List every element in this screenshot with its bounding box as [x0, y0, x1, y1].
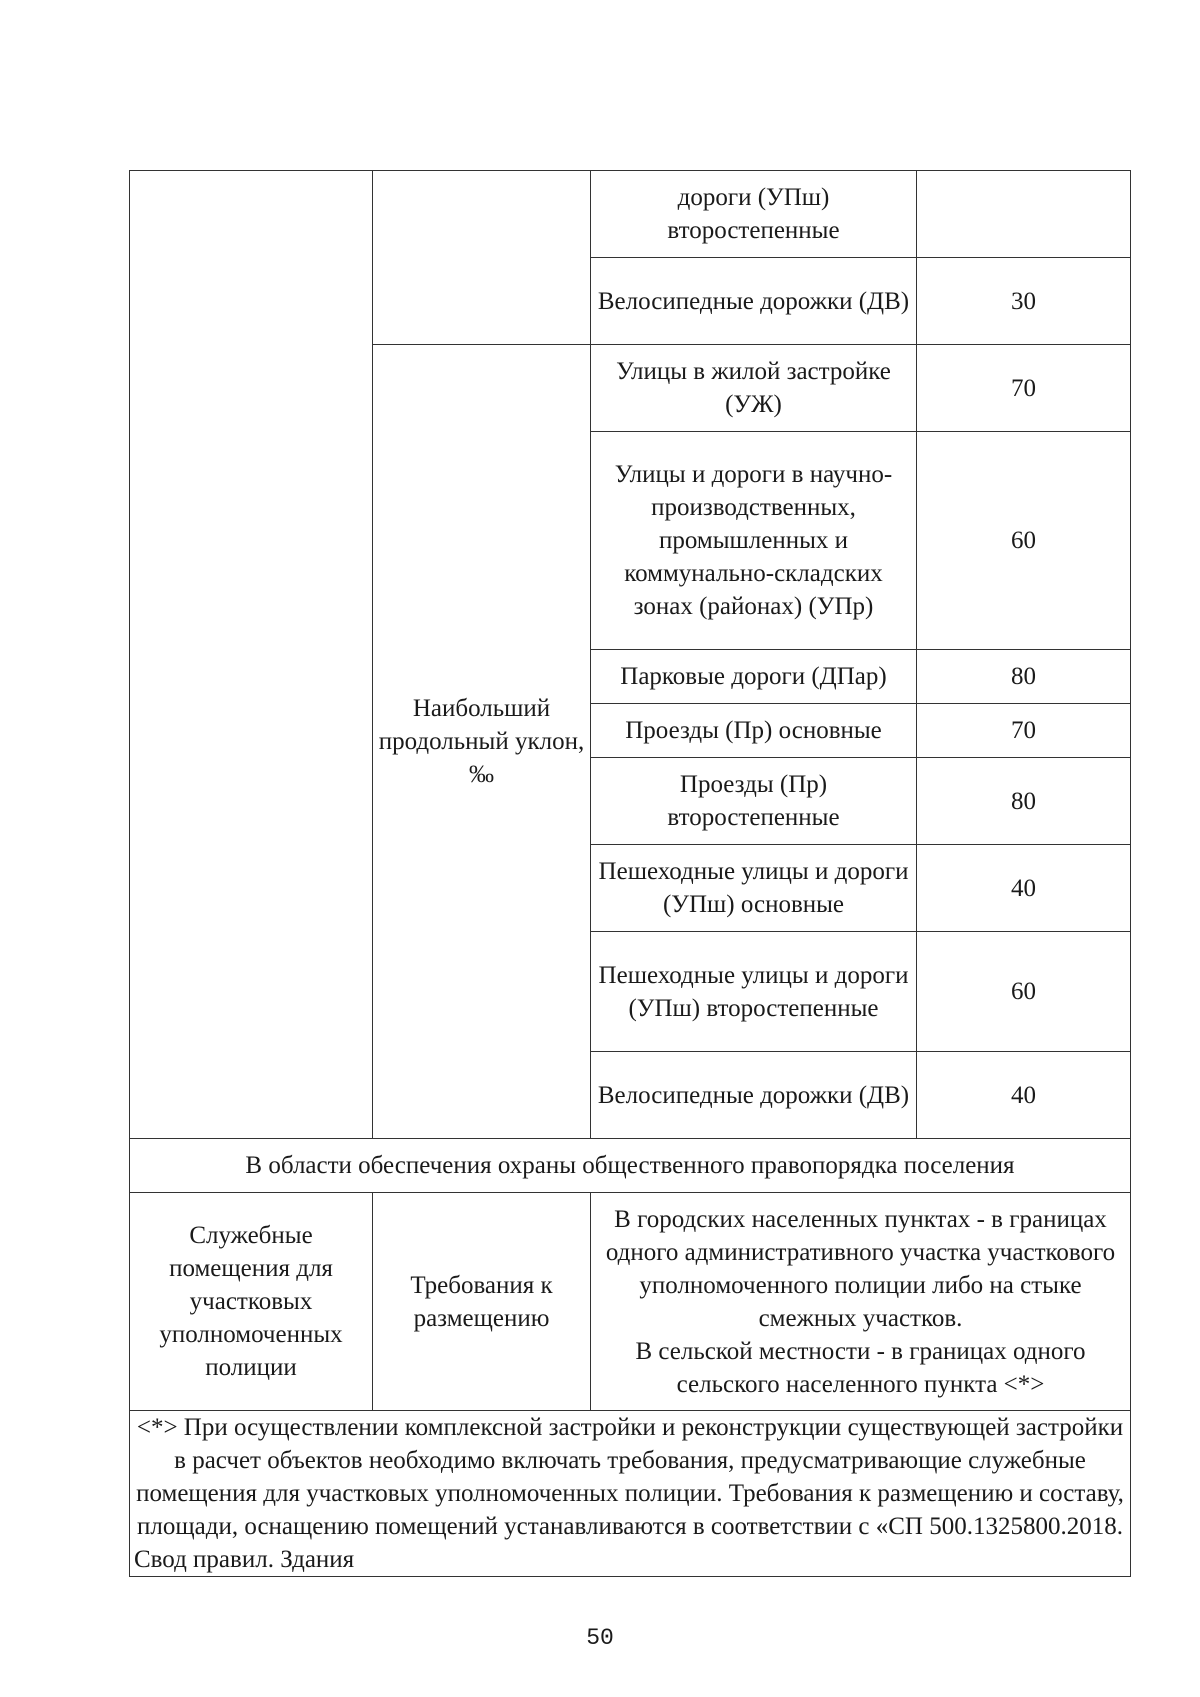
parameter-cell: Требования к размещению	[373, 1193, 591, 1411]
norms-table	[129, 170, 1131, 1577]
value-cell: 40	[917, 845, 1131, 932]
road-type-cell: Проезды (Пр) второстепенные	[591, 758, 917, 845]
value-cell: 60	[917, 432, 1131, 650]
requirement-paragraph: В сельской местности - в границах одного сельского населенного пункта <*>	[635, 1337, 1086, 1398]
object-cell: Служебные помещения для участковых уполномоченных полиции	[130, 1193, 373, 1411]
value-cell: 60	[917, 932, 1131, 1052]
road-type-cell: Велосипедные дорожки (ДВ)	[591, 258, 917, 345]
value-cell: 40	[917, 1052, 1131, 1139]
road-type-cell: Улицы в жилой застройке (УЖ)	[591, 345, 917, 432]
object-cell-continued	[130, 171, 373, 1139]
table-row	[130, 171, 1131, 258]
table-row	[130, 1193, 1131, 1411]
requirement-paragraph: В городских населенных пунктах - в границах одного административного участка участкового уполномоченного полиции либо на стыке смежных участков.	[605, 1205, 1116, 1332]
value-cell: 80	[917, 758, 1131, 845]
road-type-cell: дороги (УПш) второстепенные	[591, 171, 917, 258]
road-type-cell: Пешеходные улицы и дороги (УПш) второстепенные	[591, 932, 917, 1052]
road-type-cell: Пешеходные улицы и дороги (УПш) основные	[591, 845, 917, 932]
value-cell	[917, 171, 1131, 258]
page-number: 50	[586, 1625, 614, 1651]
parameter-cell-continued	[373, 171, 591, 345]
slope-parameter-cell: Наибольший продольный уклон, ‰	[373, 345, 591, 1139]
value-cell: 80	[917, 650, 1131, 704]
value-cell: 70	[917, 704, 1131, 758]
section-header-row	[130, 1139, 1131, 1193]
value-cell: 30	[917, 258, 1131, 345]
footnote: <*> При осуществлении комплексной застройки и реконструкции существующей застройки в расчет объектов необходимо включать требования, предусматривающие служебные помещения для участковых уполномоченных полиции. Требования к размещению и составу, площади, оснащению помещений устанавливаются в соответствии с «СП 500.1325800.2018. Свод правил. Здания	[130, 1411, 1131, 1577]
road-type-cell: Велосипедные дорожки (ДВ)	[591, 1052, 917, 1139]
road-type-cell: Проезды (Пр) основные	[591, 704, 917, 758]
section-header: В области обеспечения охраны общественного правопорядка поселения	[130, 1139, 1131, 1193]
road-type-cell: Парковые дороги (ДПар)	[591, 650, 917, 704]
value-cell: 70	[917, 345, 1131, 432]
requirement-cell	[591, 1193, 1131, 1411]
road-type-cell: Улицы и дороги в научно-производственных, промышленных и коммунально-складских зонах (районах) (УПр)	[591, 432, 917, 650]
footnote-row	[130, 1411, 1131, 1577]
